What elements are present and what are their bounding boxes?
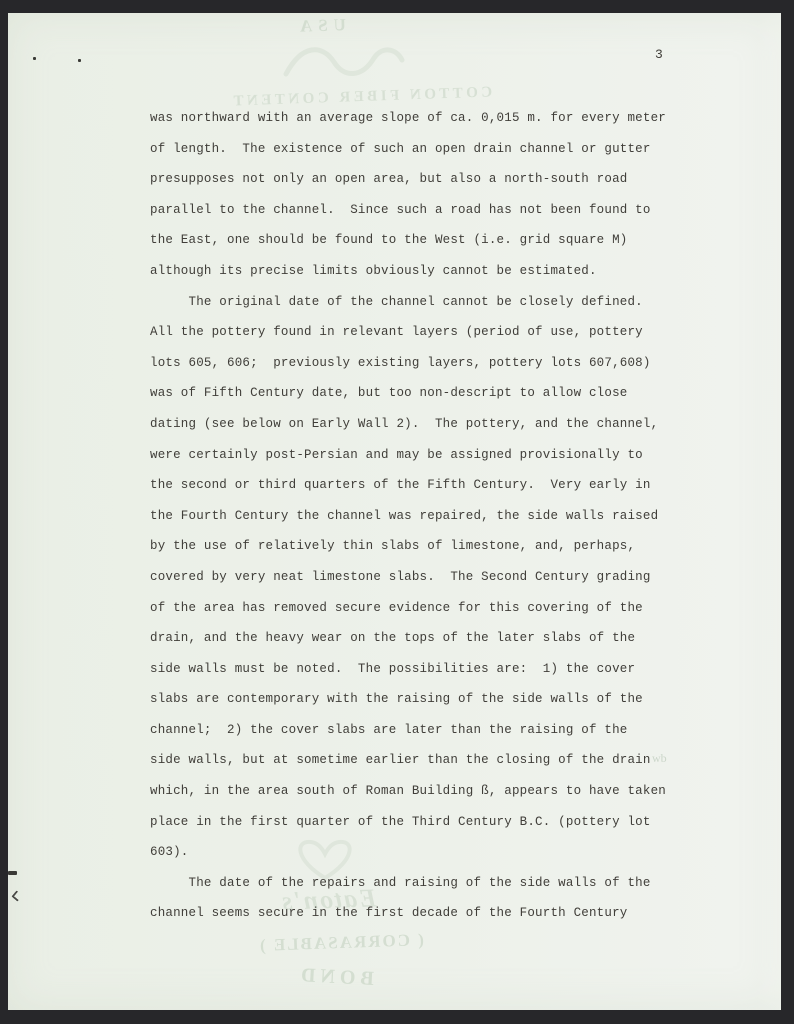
scan-speck	[33, 57, 36, 60]
text-line: side walls, but at sometime earlier than the closing of the drain	[150, 753, 651, 768]
text-line: lots 605, 606; previously existing layers, pottery lots 607,608)	[150, 355, 651, 370]
text-line: of length. The existence of such an open drain channel or gutter	[150, 141, 651, 156]
text-line: were certainly post-Persian and may be assigned provisionally to	[150, 447, 643, 462]
scan-speck	[78, 59, 81, 62]
text-line: of the area has removed secure evidence for this covering of the	[150, 600, 643, 615]
text-line: slabs are contemporary with the raising of the side walls of the	[150, 692, 643, 707]
text-line: The date of the repairs and raising of the side walls of the	[150, 875, 651, 890]
text-line: side walls must be noted. The possibilities are: 1) the cover	[150, 661, 636, 676]
watermark-cotton-fiber: COTTON FIBER CONTENT	[229, 84, 493, 110]
watermark-usa: USA	[293, 15, 347, 36]
text-line: covered by very neat limestone slabs. The Second Century grading	[150, 569, 651, 584]
text-line: channel; 2) the cover slabs are later than the raising of the	[150, 722, 628, 737]
watermark-eatons: Eaton's	[279, 883, 377, 916]
watermark-corrasable: ( CORRASABLE )	[257, 930, 425, 955]
margin-mark	[11, 890, 22, 901]
text-line: parallel to the channel. Since such a road has not been found to	[150, 202, 651, 217]
text-line: dating (see below on Early Wall 2). The pottery, and the channel,	[150, 416, 659, 431]
text-line: the Fourth Century the channel was repaired, the side walls raised	[150, 508, 659, 523]
text-line: place in the first quarter of the Third Century B.C. (pottery lot	[150, 814, 651, 829]
text-line: presupposes not only an open area, but also a north-south road	[150, 172, 628, 187]
margin-mark	[8, 871, 17, 875]
text-line: All the pottery found in relevant layers (period of use, pottery	[150, 325, 643, 340]
text-line: by the use of relatively thin slabs of limestone, and, perhaps,	[150, 539, 636, 554]
typed-text-block	[150, 103, 695, 929]
text-line: although its precise limits obviously cannot be estimated.	[150, 263, 597, 278]
paper-sheet	[8, 13, 781, 1010]
text-line: drain, and the heavy wear on the tops of the later slabs of the	[150, 631, 636, 646]
text-line: which, in the area south of Roman Building ß, appears to have taken	[150, 784, 666, 799]
text-line: the second or third quarters of the Fifth Century. Very early in	[150, 478, 651, 493]
stray-pencil-mark: wb	[652, 751, 667, 765]
watermark-scribble-top-icon	[278, 38, 408, 88]
text-line: the East, one should be found to the West (i.e. grid square M)	[150, 233, 628, 248]
text-line: was northward with an average slope of ca. 0,015 m. for every meter	[150, 111, 666, 125]
text-line: 603).	[150, 845, 189, 860]
text-line: was of Fifth Century date, but too non-descript to allow close	[150, 386, 628, 401]
text-line: channel seems secure in the first decade of the Fourth Century	[150, 906, 628, 921]
text-line: The original date of the channel cannot be closely defined.	[150, 294, 643, 309]
page-number: 3	[655, 47, 663, 62]
watermark-bond: BOND	[295, 963, 375, 991]
